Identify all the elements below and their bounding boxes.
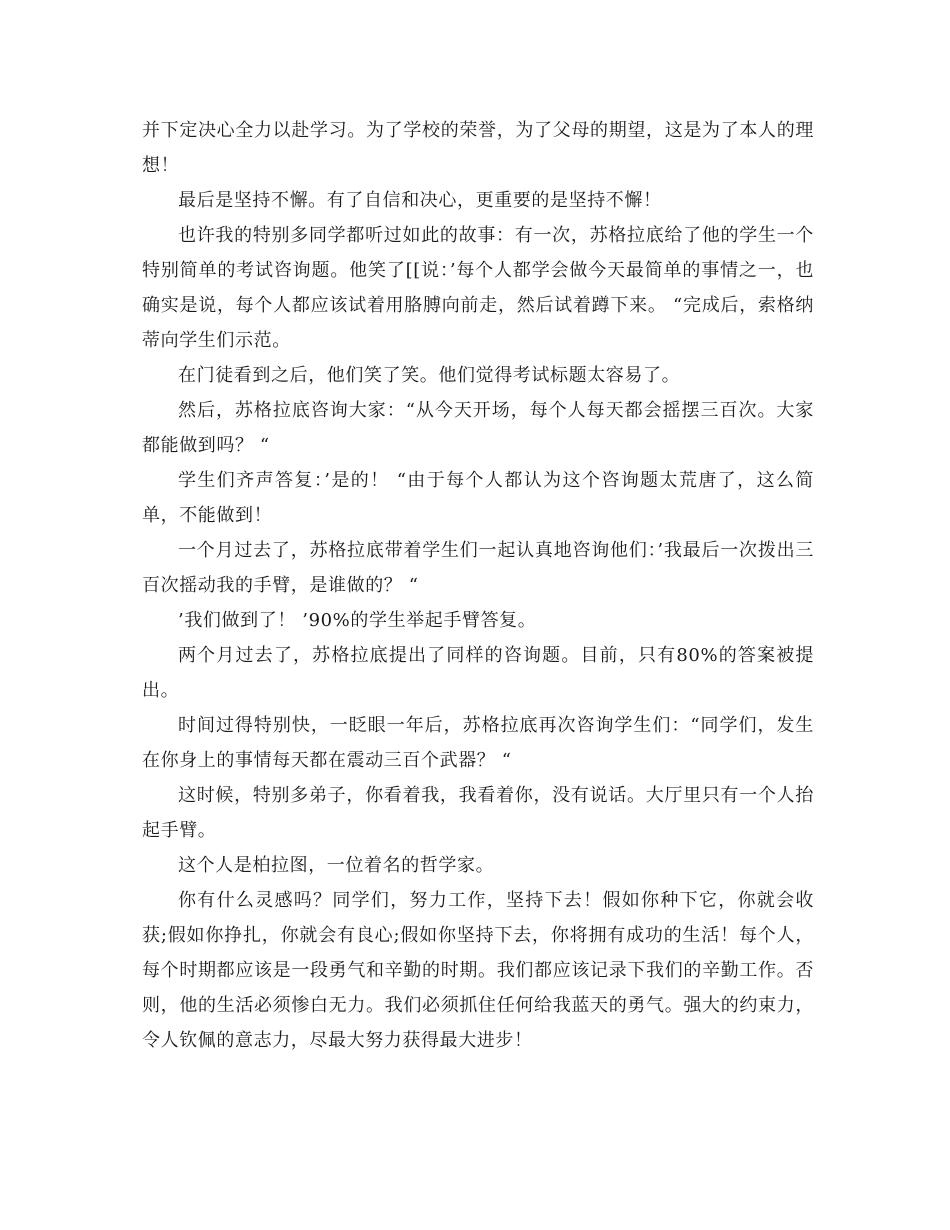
paragraph-6: 学生们齐声答复：’是的！ “由于每个人都认为这个咨询题太荒唐了，这么简单，不能做到！	[142, 470, 814, 526]
paragraph-12: 这个人是柏拉图，一位着名的哲学家。	[178, 855, 495, 876]
paragraph-3: 也许我的特别多同学都听过如此的故事：有一次，苏格拉底给了他的学生一个特别简单的考试咨询题。他笑了[[说：’每个人都学会做今天最简单的事情之一，也确实是说，每个人都应该试着用胳膊向前走，然后试着蹲下来。 “完成后，索格纳蒂向学生们示范。	[142, 225, 814, 351]
document-body	[142, 113, 814, 1058]
paragraph-5: 然后，苏格拉底咨询大家：“从今天开场，每个人每天都会摇摆三百次。大家都能做到吗？ “	[142, 400, 814, 456]
paragraph-13: 你有什么灵感吗？同学们，努力工作，坚持下去！假如你种下它，你就会收获;假如你挣扎，你就会有良心;假如你坚持下去，你将拥有成功的生活！每个人，每个时期都应该是一段勇气和辛勤的时期。我们都应该记录下我们的辛勤工作。否则，他的生活必须惨白无力。我们必须抓住任何给我蓝天的勇气。强大的约束力，令人钦佩的意志力，尽最大努力获得最大进步！	[142, 890, 814, 1051]
paragraph-1: 并下定决心全力以赴学习。为了学校的荣誉，为了父母的期望，这是为了本人的理想！	[142, 120, 814, 176]
paragraph-2: 最后是坚持不懈。有了自信和决心，更重要的是坚持不懈！	[178, 190, 662, 211]
paragraph-8: ’我们做到了！ ’90%的学生举起手臂答复。	[178, 610, 537, 631]
paragraph-4: 在门徒看到之后，他们笑了笑。他们觉得考试标题太容易了。	[178, 365, 681, 386]
paragraph-11: 这时候，特别多弟子，你看着我，我看着你，没有说话。大厅里只有一个人抬起手臂。	[142, 785, 814, 841]
paragraph-10: 时间过得特别快，一眨眼一年后，苏格拉底再次咨询学生们：“同学们，发生在你身上的事情每天都在震动三百个武器？ “	[142, 715, 814, 771]
paragraph-9: 两个月过去了，苏格拉底提出了同样的咨询题。目前，只有80%的答案被提出。	[142, 645, 814, 701]
paragraph-7: 一个月过去了，苏格拉底带着学生们一起认真地咨询他们：’我最后一次拨出三百次摇动我的手臂，是谁做的？ “	[142, 540, 814, 596]
